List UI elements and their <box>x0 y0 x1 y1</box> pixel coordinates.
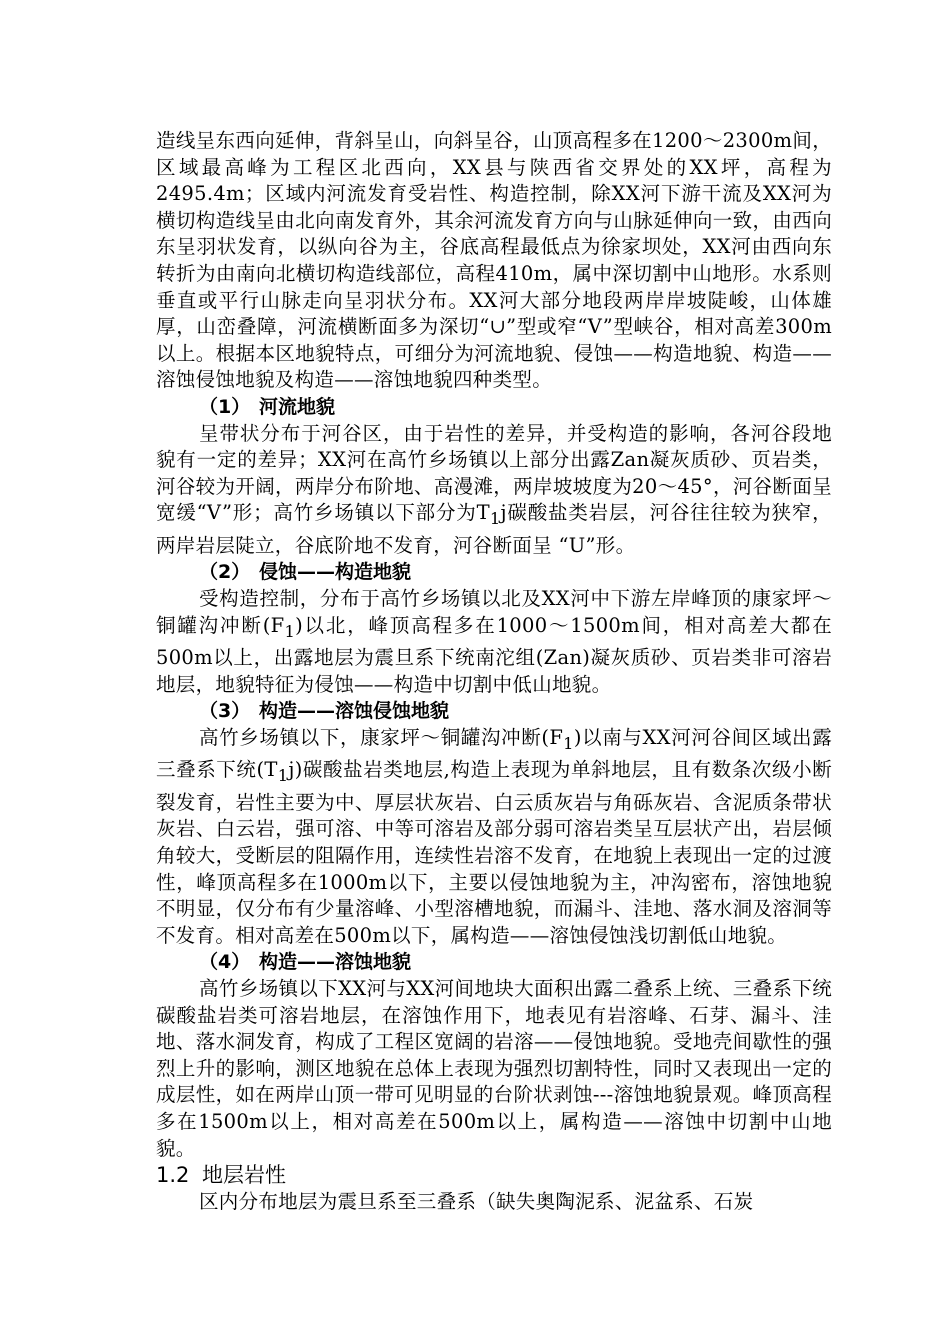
subheading-number: （3） <box>199 700 251 723</box>
intro-paragraph: 造线呈东西向延伸，背斜呈山，向斜呈谷，山顶高程多在1200～2300m间，区域最高峰为工程区北西向，XX县与陕西省交界处的XX坪，高程为2495.4m；区域内河流发育受岩性、构造控制，除XX河下游干流及XX河为横切构造线呈由北向南发育外，其余河流发育方向与山脉延伸向一致，由西向东呈羽状发育，以纵向谷为主，谷底高程最低点为徐家坝处，XX河由西向东转折为由南向北横切构造线部位，高程410m，属中深切割中山地形。水系则垂直或平行山脉走向呈羽状分布。XX河大部分地段两岸岸坡陡峻，山体雄厚，山峦叠障，河流横断面多为深切“∪”型或窄“V”型峡谷，相对高差300m以上。根据本区地貌特点，可细分为河流地貌、侵蚀——构造地貌、构造——溶蚀侵蚀地貌及构造——溶蚀地貌四种类型。 <box>156 129 832 392</box>
tectonic-dissolution-paragraph: 高竹乡场镇以下XX河与XX河间地块大面积出露二叠系上统、三叠系下统碳酸盐岩类可溶岩地层，在溶蚀作用下，地表见有岩溶峰、石芽、漏斗、洼地、落水洞发育，构成了工程区宽阔的岩溶——侵蚀地貌。受地壳间歇性的强烈上升的影响，测区地貌在总体上表现为强烈切割特性，同时又表现出一定的成层性，如在两岸山顶一带可见明显的台阶状剥蚀---溶蚀地貌景观。峰顶高程多在1500m以上，相对高差在500m以上，属构造——溶蚀中切割中山地貌。 <box>156 976 832 1160</box>
subscript: 1 <box>284 621 296 641</box>
subheading-number: （1） <box>199 395 251 418</box>
subheading-river-landform <box>156 394 832 421</box>
strata-paragraph: 区内分布地层为震旦系至三叠系（缺失奥陶泥系、泥盆系、石炭 <box>199 1190 754 1214</box>
subheading-title: 构造——溶蚀地貌 <box>259 951 412 974</box>
section-title: 地层岩性 <box>202 1163 286 1188</box>
subscript: 1 <box>489 509 501 529</box>
subheading-title: 河流地貌 <box>259 395 336 418</box>
subheading-erosion-tectonic <box>156 559 832 586</box>
subheading-title: 构造——溶蚀侵蚀地貌 <box>259 700 450 723</box>
subheading-tectonic-dissolution-erosion <box>156 698 832 725</box>
section-number: 1.2 <box>156 1163 190 1188</box>
subheading-number: （4） <box>199 951 251 974</box>
section-heading-strata <box>156 1162 832 1189</box>
subheading-title: 侵蚀——构造地貌 <box>259 561 412 584</box>
subscript: 1 <box>277 766 289 786</box>
tectonic-dissolution-erosion-paragraph: 高竹乡场镇以下，康家坪～铜罐沟冲断$(F_1)$以南与XX河河谷间区域出露三叠系下统$(T_1j)$碳酸盐岩类地层,构造上表现为单斜地层，且有数条次级小断裂发育，岩性主要为中、厚层状灰岩、白云质灰岩与角砾灰岩、含泥质条带状灰岩、白云岩，强可溶、中等可溶岩及部分弱可溶岩类呈互层状产出，岩层倾角较大，受断层的阻隔作用，连续性岩溶不发育，在地貌上表现出一定的过渡性，峰顶高程多在1000m以下，主要以侵蚀地貌为主，冲沟密布，溶蚀地貌不明显，仅分布有少量溶峰、小型溶槽地貌，而漏斗、洼地、落水洞及溶洞等不发育。相对高差在500m以下，属构造——溶蚀侵蚀浅切割低山地貌。 <box>156 725 832 947</box>
river-landform-paragraph: 呈带状分布于河谷区，由于岩性的差异，并受构造的影响，各河谷段地貌有一定的差异；XX河在高竹乡场镇以上部分出露Zan凝灰质砂、页岩类，河谷较为开阔，两岸分布阶地、高漫滩，两岸坡坡度为20～45°，河谷断面呈宽缓“V”形；高竹乡场镇以下部分为$T_1j$碳酸盐类岩层，河谷往往较为狭窄，两岸岩层陡立，谷底阶地不发育，河谷断面呈 “U”形。 <box>156 421 832 557</box>
subscript: 1 <box>563 733 574 753</box>
erosion-tectonic-paragraph: 受构造控制，分布于高竹乡场镇以北及XX河中下游左岸峰顶的康家坪～铜罐沟冲断$(F_1)$以北，峰顶高程多在1000～1500m间，相对高差大都在500m以上，出露地层为震旦系下统南沱组(Zan)凝灰质砂、页岩类非可溶岩地层，地貌特征为侵蚀——构造中切割中低山地貌。 <box>156 586 832 696</box>
subheading-tectonic-dissolution <box>156 949 832 976</box>
document-page <box>156 128 832 1216</box>
subheading-number: （2） <box>199 561 251 584</box>
